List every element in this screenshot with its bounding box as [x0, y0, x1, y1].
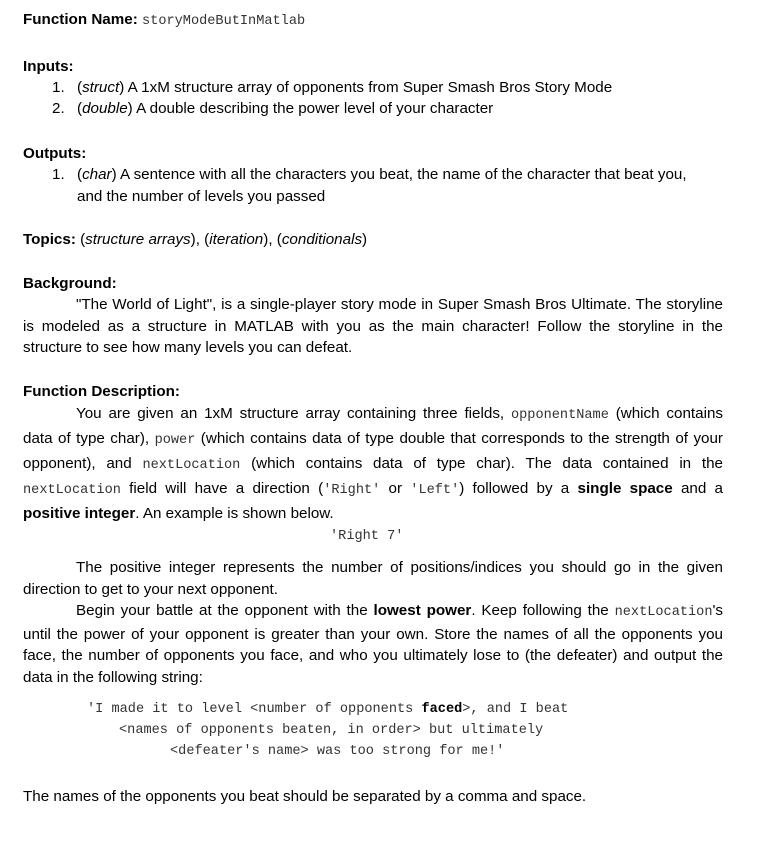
function-name-line: [23, 9, 305, 33]
list-number: 1.: [52, 166, 65, 183]
input-description: A 1xM structure array of opponents from Super Smash Bros Story Mode: [124, 79, 613, 96]
output-string-line-2: <names of opponents beaten, in order> but ultimately: [119, 723, 544, 738]
function-name-value: storyModeButInMatlab: [142, 14, 306, 29]
closing-sentence: The names of the opponents you beat should be separated by a comma and space.: [23, 788, 587, 805]
input-type: double: [82, 100, 128, 117]
inputs-heading: Inputs:: [23, 58, 74, 75]
output-description: A sentence with all the characters you beat, the name of the character that beat you, and the number of levels you passed: [77, 166, 687, 205]
topic: conditionals: [281, 231, 363, 248]
topic: iteration: [209, 231, 264, 248]
example-code: 'Right 7': [330, 529, 404, 544]
code-nextLocation: nextLocation: [614, 605, 713, 620]
input-type: struct: [82, 79, 120, 96]
output-string-line-3: <defeater's name> was too strong for me!': [170, 744, 505, 759]
background-heading: Background:: [23, 275, 117, 292]
topics-label: Topics:: [23, 231, 76, 248]
description-paragraph-2: The positive integer represents the number of positions/indices you should go in the given direction to get to your next opponent.: [23, 559, 723, 598]
list-number: 2.: [52, 100, 65, 117]
document-page: Function Name: storyModeButInMatlab Inputs: 1. (struct) A 1xM structure array of opponents from Super Smash Bros Story Mode 2. (double) A double describing the power level of your character Outputs: 1. (char) A sentence with all the characters you beat, the name of the character that beat you, and the number of levels you passed Topics: (structure arrays), (iteration), (conditionals) Background: "The World of Light", is a single-player story mode in Super Smash Bros Ultimate. The storyline is modeled as a structure in MATLAB with you as the main character! Follow the storyline in the structure to see how many levels you can defeat. Function Description: You are given an 1xM structure array containing three fields, opponentName (which contains data of type char), power (which contains data of type double that corresponds to the strength of your opponent), and nextLocation (which contains data of type char). The data contained in the nextLocation field will have a direction ('Right' or 'Left') followed by a single space and a positive integer. An example is shown below. 'Right 7' The positive integer represents the number of positions/indices you should go in the given direction to get to your next opponent. Begin your battle at the opponent with the lowest power. Keep following the nextLocation's until the power of your opponent is greater than your own. Store the names of all the opponents you face, the number of opponents you face, and who you ultimately lose to (the defeater) and output the data in the following string: 'I made it to level <number of opponents faced>, and I beat <names of opponents beaten, in order> but ultimately <defeater's name> was too strong for me!' The names of the opponents you beat should be separated by a comma and space.: [0, 0, 767, 844]
function-name-label: Function Name:: [23, 11, 138, 28]
code-nextLocation: nextLocation: [142, 458, 241, 473]
outputs-heading: Outputs:: [23, 145, 87, 162]
output-type: char: [82, 166, 112, 183]
code-right: 'Right': [323, 483, 381, 498]
code-nextLocation: nextLocation: [23, 483, 121, 498]
description-paragraph: You are given an 1xM structure array containing three fields, opponentName (which contains data of type char), power (which contains data of type double that corresponds to the strength of your opponent), and nextLocation (which contains data of type char). The data contained in the nextLocation field will have a direction ('Right' or 'Left') followed by a single space and a positive integer. An example is shown below.: [23, 405, 723, 522]
description-heading: Function Description:: [23, 383, 180, 400]
input-description: A double describing the power level of your character: [132, 100, 494, 117]
background-paragraph: "The World of Light", is a single-player story mode in Super Smash Bros Ultimate. The storyline is modeled as a structure in MATLAB with you as the main character! Follow the storyline in the structure to see how many levels you can defeat.: [23, 296, 723, 357]
list-number: 1.: [52, 79, 65, 96]
topic: structure arrays: [85, 231, 191, 248]
output-string-line-1: 'I made it to level <number of opponents faced>, and I beat: [87, 702, 569, 717]
topics-line: Topics: (structure arrays), (iteration), (conditionals): [23, 231, 368, 248]
code-power: power: [154, 433, 196, 448]
code-left: 'Left': [410, 483, 460, 498]
description-paragraph-3: Begin your battle at the opponent with the lowest power. Keep following the nextLocation's until the power of your opponent is greater than your own. Store the names of all the opponents you face, the number of opponents you face, and who you ultimately lose to (the defeater) and output the data in the following string:: [23, 602, 723, 686]
code-opponentName: opponentName: [510, 408, 609, 423]
